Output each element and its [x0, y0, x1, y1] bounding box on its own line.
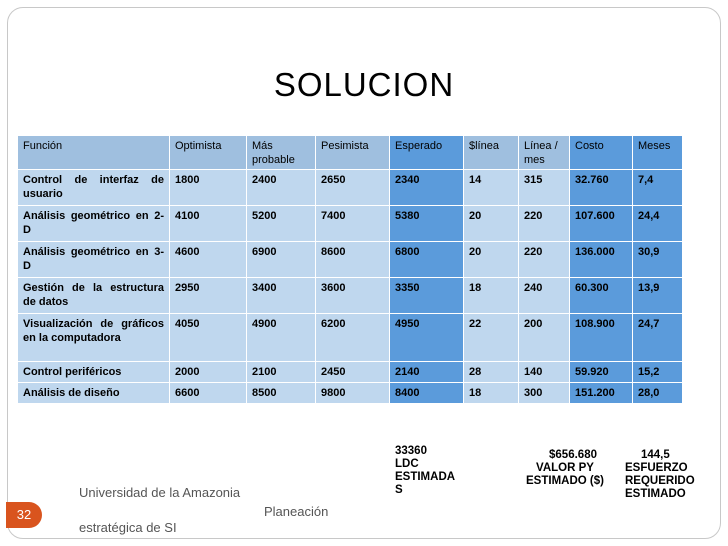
table-row — [18, 278, 683, 314]
header-meses: Meses — [633, 136, 683, 170]
ldc-total — [395, 445, 455, 497]
estimation-table — [17, 135, 683, 404]
header-esperado: Esperado — [390, 136, 464, 170]
cell-funcion: Análisis de diseño — [18, 383, 170, 404]
cell-costo: 107.600 — [570, 206, 633, 242]
cell-optimista: 6600 — [170, 383, 247, 404]
cell-linea-cost: 22 — [464, 314, 519, 362]
cell-pesimista: 8600 — [316, 242, 390, 278]
cell-mas-probable: 5200 — [247, 206, 316, 242]
cell-funcion: Análisis geométrico en 2-D — [18, 206, 170, 242]
cell-mas-probable: 8500 — [247, 383, 316, 404]
cell-costo: 60.300 — [570, 278, 633, 314]
effort-label-line-3: ESTIMADO — [625, 488, 686, 500]
cell-esperado: 6800 — [390, 242, 464, 278]
footer-planeacion: Planeación — [264, 504, 329, 519]
cell-linea-mes: 240 — [519, 278, 570, 314]
cell-meses: 24,7 — [633, 314, 683, 362]
cost-label-line-2: ESTIMADO ($) — [526, 475, 604, 487]
table-header-row — [18, 136, 683, 170]
cell-costo: 108.900 — [570, 314, 633, 362]
cell-linea-mes: 220 — [519, 242, 570, 278]
cell-esperado: 8400 — [390, 383, 464, 404]
cell-esperado: 2340 — [390, 170, 464, 206]
header-mas-probable: Más probable — [247, 136, 316, 170]
cell-optimista: 4050 — [170, 314, 247, 362]
header-funcion: Función — [18, 136, 170, 170]
cell-costo: 136.000 — [570, 242, 633, 278]
table-row — [18, 242, 683, 278]
cell-esperado: 4950 — [390, 314, 464, 362]
cell-funcion: Gestión de la estructura de datos — [18, 278, 170, 314]
effort-label-line-2: REQUERIDO — [625, 475, 695, 487]
cell-pesimista: 3600 — [316, 278, 390, 314]
slide-title: SOLUCION — [273, 66, 455, 103]
cell-linea-mes: 315 — [519, 170, 570, 206]
cell-costo: 32.760 — [570, 170, 633, 206]
page-number-badge: 32 — [6, 502, 42, 528]
cost-value: $656.680 — [549, 449, 597, 461]
cell-funcion: Análisis geométrico en 3-D — [18, 242, 170, 278]
cell-esperado: 2140 — [390, 362, 464, 383]
table-row — [18, 362, 683, 383]
cell-linea-cost: 18 — [464, 278, 519, 314]
header-linea-cost: $línea — [464, 136, 519, 170]
cell-pesimista: 2650 — [316, 170, 390, 206]
ldc-label-line-1: LDC — [395, 458, 419, 470]
cell-pesimista: 6200 — [316, 314, 390, 362]
cell-optimista: 4600 — [170, 242, 247, 278]
cell-linea-cost: 14 — [464, 170, 519, 206]
cell-funcion: Control periféricos — [18, 362, 170, 383]
table-row — [18, 206, 683, 242]
cell-linea-cost: 28 — [464, 362, 519, 383]
cell-funcion: Control de interfaz de usuario — [18, 170, 170, 206]
cell-mas-probable: 2400 — [247, 170, 316, 206]
cell-linea-cost: 20 — [464, 206, 519, 242]
cell-esperado: 5380 — [390, 206, 464, 242]
cell-costo: 151.200 — [570, 383, 633, 404]
cell-esperado: 3350 — [390, 278, 464, 314]
cell-optimista: 2950 — [170, 278, 247, 314]
ldc-label-line-2: ESTIMADA — [395, 471, 456, 483]
cell-meses: 28,0 — [633, 383, 683, 404]
table-row — [18, 383, 683, 404]
effort-label-line-1: ESFUERZO — [625, 462, 688, 474]
header-linea-mes: Línea / mes — [519, 136, 570, 170]
ldc-value: 33360 — [395, 445, 427, 457]
effort-total — [625, 449, 695, 501]
cell-pesimista: 9800 — [316, 383, 390, 404]
cell-linea-cost: 20 — [464, 242, 519, 278]
cost-total — [520, 449, 610, 488]
cell-linea-mes: 220 — [519, 206, 570, 242]
footer-estrategica: estratégica de SI — [79, 520, 177, 535]
ldc-label-line-3: S — [395, 484, 403, 496]
cell-meses: 30,9 — [633, 242, 683, 278]
cell-meses: 13,9 — [633, 278, 683, 314]
cell-costo: 59.920 — [570, 362, 633, 383]
cost-label-line-1: VALOR PY — [536, 462, 594, 474]
cell-mas-probable: 3400 — [247, 278, 316, 314]
cell-mas-probable: 6900 — [247, 242, 316, 278]
footer-university: Universidad de la Amazonia — [79, 485, 241, 500]
cell-mas-probable: 4900 — [247, 314, 316, 362]
cell-mas-probable: 2100 — [247, 362, 316, 383]
header-costo: Costo — [570, 136, 633, 170]
effort-value: 144,5 — [641, 449, 670, 461]
cell-pesimista: 2450 — [316, 362, 390, 383]
cell-pesimista: 7400 — [316, 206, 390, 242]
cell-linea-mes: 200 — [519, 314, 570, 362]
cell-optimista: 4100 — [170, 206, 247, 242]
cell-optimista: 1800 — [170, 170, 247, 206]
cell-meses: 15,2 — [633, 362, 683, 383]
cell-meses: 24,4 — [633, 206, 683, 242]
cell-optimista: 2000 — [170, 362, 247, 383]
cell-linea-mes: 300 — [519, 383, 570, 404]
cell-linea-cost: 18 — [464, 383, 519, 404]
table-row — [18, 314, 683, 362]
table-row — [18, 170, 683, 206]
header-optimista: Optimista — [170, 136, 247, 170]
header-pesimista: Pesimista — [316, 136, 390, 170]
cell-meses: 7,4 — [633, 170, 683, 206]
cell-linea-mes: 140 — [519, 362, 570, 383]
cell-funcion: Visualización de gráficos en la computadora — [18, 314, 170, 362]
